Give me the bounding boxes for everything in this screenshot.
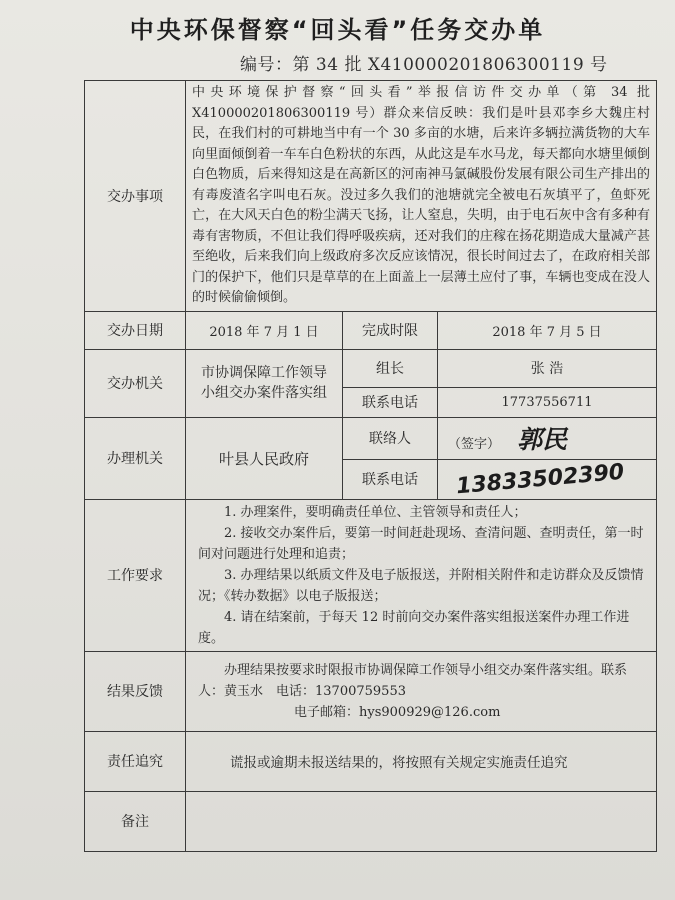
document-serial-number: 编号：第 34 批 X410000201806300119 号 (240, 55, 608, 75)
requirement-item: 2. 接收交办案件后，要第一时间赶赴现场、查清问题、查明责任，第一时间对问题进行处理和追责； (198, 525, 644, 562)
feedback-text: 办理结果按要求时限报市协调保障工作领导小组交办案件落实组。联系人：黄玉水 电话：13700759553 (198, 662, 628, 699)
handling-org-value: 叶县人民政府 (186, 417, 343, 499)
matter-row (85, 81, 657, 312)
feedback-email: 电子邮箱：hys900929@126.com (294, 704, 501, 720)
liability-row (85, 731, 657, 791)
contact-signature: 郭民 (517, 425, 568, 454)
feedback-label: 结果反馈 (85, 651, 186, 731)
due-date-value: 2018 年 7 月 5 日 (438, 311, 657, 349)
requirement-item: 3. 办理结果以纸质文件及电子版报送，并附相关附件和走访群众及反馈情况；《转办数据》以电子版报送； (198, 567, 644, 604)
leader-value: 张 浩 (438, 349, 657, 387)
requirement-item: 1. 办理案件，要明确责任单位、主管领导和责任人； (224, 504, 527, 520)
leader-label: 组长 (343, 349, 438, 387)
matter-text: 中央环境保护督察“回头看”举报信访件交办单（第 34 批 X410000201806300119 号）群众来信反映：我们是叶县邓李乡大魏庄村民，在我们村的可耕地当中有一个 30 多亩的水塘，后来许多辆拉满货物的大车向里面倾倒着一车车白色粉状的东西，从此这是车水马龙，每天都向水塘里倾倒白色物质，后来得知这是在高新区的河南神马氯碱股份发展有限公司生产排出的有毒废渣名字叫电石灰。没过多久我们的池塘就完全被电石灰填平了，鱼虾死亡，在大风天白色的粉尘满天飞扬，让人窒息，失明，由于电石灰中含有多种有毒有害物质，不但让我们得呼吸疾病，还对我们的庄稼在扬花期造成大量减产甚至绝收，后来我们向上级政府多次反应该情况，很长时间过去了，在政府相关部门的保护下，他们只是草草的在上面盖上一层薄土应付了事，车辆也变成在没人的时候偷偷倾倒。 (186, 81, 657, 312)
signature-hint: （签字） (448, 437, 501, 452)
assigning-org-label: 交办机关 (85, 349, 186, 417)
document-title: 中央环保督察“回头看”任务交办单 (129, 16, 546, 44)
handler-phone-cell (438, 459, 657, 499)
date-row (85, 311, 657, 349)
assignment-form-table (84, 80, 657, 852)
assign-date-label: 交办日期 (85, 311, 186, 349)
feedback-row (85, 651, 657, 731)
org-phone-label: 联系电话 (343, 387, 438, 417)
handler-contact-row (85, 417, 657, 459)
assigning-org-value: 市协调保障工作领导小组交办案件落实组 (186, 349, 343, 417)
org-leader-row (85, 349, 657, 387)
liability-text: 谎报或逾期未报送结果的，将按照有关规定实施责任追究 (186, 731, 657, 791)
remark-label: 备注 (85, 791, 186, 851)
org-phone-value: 17737556711 (438, 387, 657, 417)
remark-value[interactable] (186, 791, 657, 851)
assign-date-value: 2018 年 7 月 1 日 (186, 311, 343, 349)
liability-label: 责任追究 (85, 731, 186, 791)
requirements-row (85, 499, 657, 651)
requirement-item: 4. 请在结案前，于每天 12 时前向交办案件落实组报送案件办理工作进度。 (198, 609, 630, 646)
requirements-label: 工作要求 (85, 499, 186, 651)
remark-row (85, 791, 657, 851)
handling-org-label: 办理机关 (85, 417, 186, 499)
requirements-cell (186, 499, 657, 651)
contact-person-cell (438, 417, 657, 459)
feedback-cell (186, 651, 657, 731)
handler-phone-value: 13833502390 (455, 459, 626, 499)
handler-phone-label: 联系电话 (343, 459, 438, 499)
due-date-label: 完成时限 (343, 311, 438, 349)
matter-label: 交办事项 (85, 81, 186, 312)
contact-person-label: 联络人 (343, 417, 438, 459)
